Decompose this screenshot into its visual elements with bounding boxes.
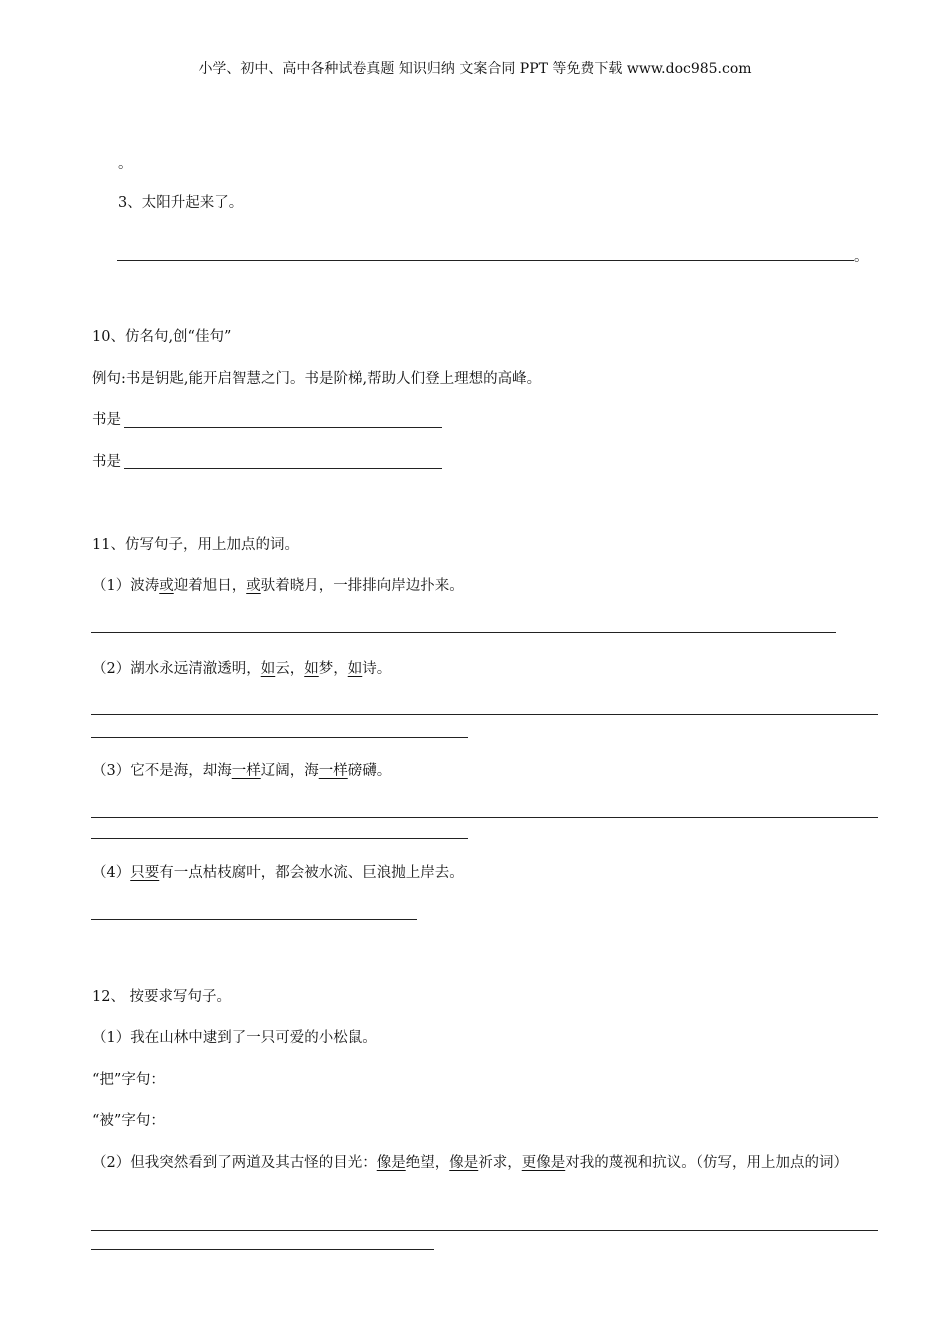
end-period: 。 xyxy=(854,249,869,265)
answer-line[interactable] xyxy=(91,919,417,920)
q12-sentence-1: （1）我在山林中逮到了一只可爱的小松鼠。 xyxy=(92,1030,377,1046)
q10-title: 10、仿名句,创“佳句” xyxy=(92,329,232,345)
q10-line2-label: 书是 xyxy=(92,454,121,470)
answer-line[interactable] xyxy=(124,468,442,469)
q12-title: 12、 按要求写句子。 xyxy=(92,989,232,1005)
q11-sentence-1: （1）波涛或迎着旭日，或驮着晓月，一排排向岸边扑来。 xyxy=(92,578,464,594)
answer-line[interactable] xyxy=(124,427,442,428)
answer-line[interactable] xyxy=(91,632,836,633)
answer-line[interactable] xyxy=(91,737,468,738)
answer-line[interactable] xyxy=(117,260,854,261)
ba-sentence-label: “把”字句： xyxy=(92,1072,165,1088)
q11-sentence-2: （2）湖水永远清澈透明，如云，如梦，如诗。 xyxy=(92,661,392,677)
answer-line[interactable] xyxy=(91,817,878,818)
q10-line1-label: 书是 xyxy=(92,412,121,428)
q11-title: 11、仿写句子，用上加点的词。 xyxy=(92,537,299,553)
bei-sentence-label: “被”字句： xyxy=(92,1113,165,1129)
answer-line[interactable] xyxy=(91,1230,878,1231)
answer-line[interactable] xyxy=(91,838,468,839)
q11-sentence-4: （4）只要有一点枯枝腐叶，都会被水流、巨浪抛上岸去。 xyxy=(92,865,464,881)
answer-line[interactable] xyxy=(91,1249,434,1250)
item-3-text: 3、太阳升起来了。 xyxy=(118,195,244,211)
answer-line[interactable] xyxy=(91,714,878,715)
trailing-period: 。 xyxy=(118,156,133,172)
q10-example: 例句:书是钥匙,能开启智慧之门。书是阶梯,帮助人们登上理想的高峰。 xyxy=(92,371,542,387)
q12-sentence-2: （2）但我突然看到了两道及其古怪的目光：像是绝望，像是祈求，更像是对我的蔑视和抗议。（仿写，用上加点的词） xyxy=(92,1155,848,1171)
q11-sentence-3: （3）它不是海，却海一样辽阔，海一样磅礴。 xyxy=(92,763,392,779)
page-header: 小学、初中、高中各种试卷真题 知识归纳 文案合同 PPT 等免费下载 www.doc985.com xyxy=(198,61,752,77)
